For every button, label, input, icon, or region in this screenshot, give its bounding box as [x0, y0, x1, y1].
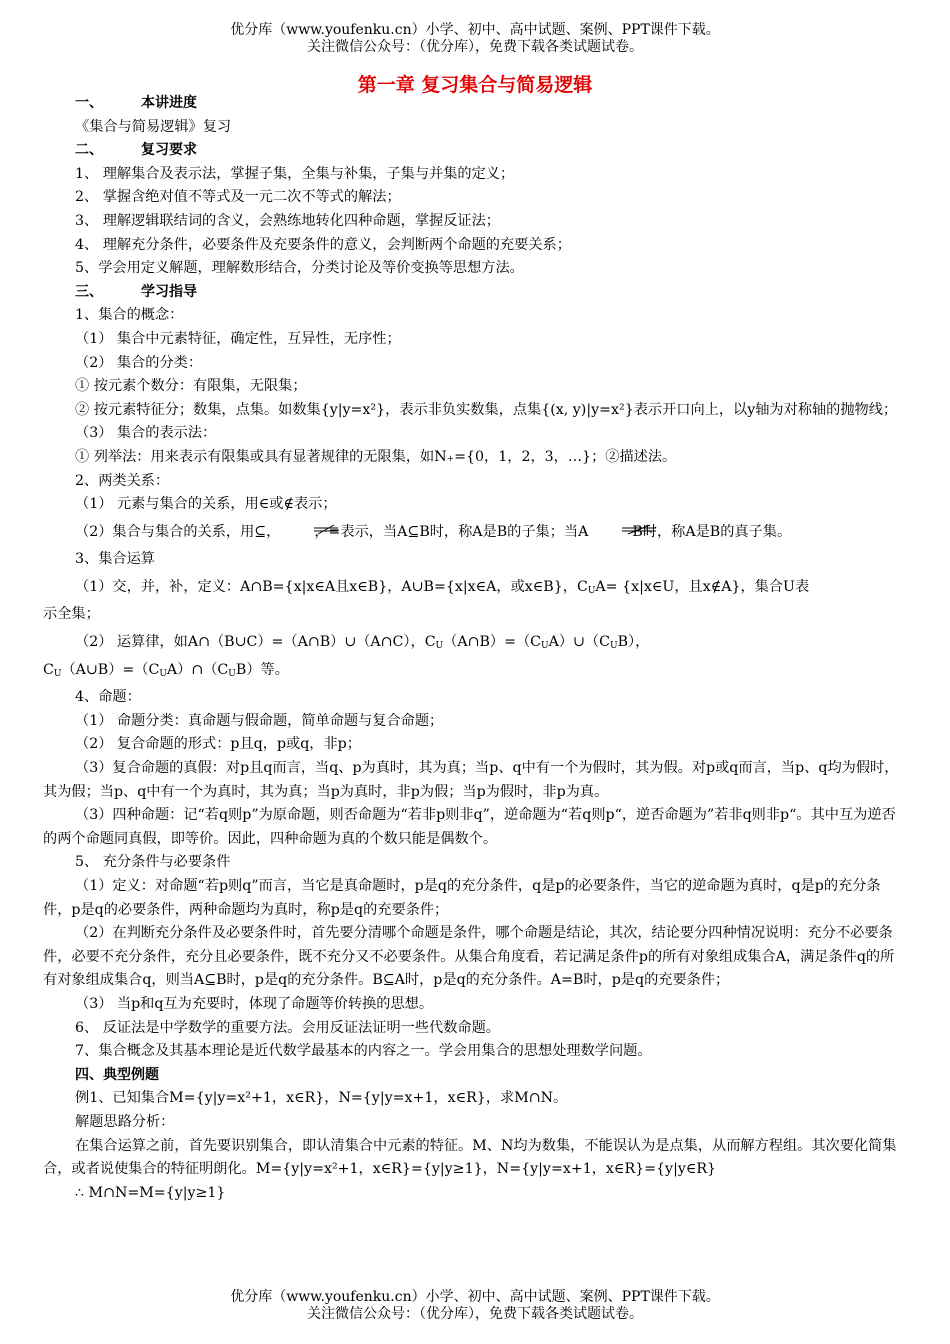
section-heading-examples: 四、典型例题 — [75, 1066, 159, 1083]
guide-paragraph: （1）交，并，补，定义：A∩B={x|x∈A且x∈B}，A∪B={x|x∈A，或x∈B}，$C_UA=$ {x|x∈U，且x∉A}，集合U表 — [75, 578, 810, 596]
page-footer — [0, 1289, 950, 1323]
example-line: 例1、已知集合M={y|y=x²+1，x∈R}，N={y|y=x+1，x∈R}，求M∩N。 — [75, 1090, 568, 1107]
guide-paragraph: （1）定义：对命题“若p则q”而言，当它是真命题时，p是q的充分条件，q是p的必要条件，当它的逆命题为真时，q是p的充分条件，p是q的必要条件，两种命题均为真时，称p是q的充要条件； — [43, 878, 881, 918]
guide-line: 3、集合运算 — [75, 551, 155, 568]
section-heading-guide: 三、 学习指导 — [75, 283, 197, 300]
guide-line: ① 列举法：用来表示有限集或具有显著规律的无限集，如N₊={0，1，2，3，…}；②描述法。 — [75, 448, 677, 465]
requirement-item: 2、 掌握含绝对值不等式及一元二次不等式的解法； — [75, 189, 401, 206]
guide-paragraph: （2）集合与集合的关系，用⊆， ，=表示，当A⊆B时，称A是B的子集；当A B时，称A是B的真子集。 — [43, 521, 907, 545]
guide-line: 7、集合概念及其基本理论是近代数学最基本的内容之一。学会用集合的思想处理数学问题。 — [75, 1043, 652, 1060]
guide-paragraph: ② 按元素特征分；数集，点集。如数集{y|y=x²}，表示非负实数集，点集{(x, y)|y=x²}表示开口向上，以y轴为对称轴的抛物线； — [75, 401, 898, 418]
guide-line: 5、 充分条件与必要条件 — [75, 854, 231, 871]
guide-line: 示全集； — [43, 606, 100, 623]
example-line: ∴ M∩N=M={y|y≥1} — [75, 1184, 226, 1201]
guide-line: （1） 元素与集合的关系，用∈或∉表示； — [75, 496, 337, 513]
example-paragraph: 在集合运算之前，首先要识别集合，即认清集合中元素的特征。M、N均为数集，不能误认为是点集，从而解方程组。其次要化简集合，或者说使集合的特征明朗化。M={y|y=x²+1，x∈R}={y|y≥1}，N={y|y=x+1，x∈R}={y|y∈R} — [43, 1137, 897, 1178]
requirement-item: 5、学会用定义解题，理解数形结合，分类讨论及等价变换等思想方法。 — [75, 260, 524, 277]
guide-line: （3） 当p和q互为充要时，体现了命题等价转换的思想。 — [75, 995, 434, 1012]
header-line-2: 关注微信公众号：（优分库），免费下载各类试题试卷。 — [307, 39, 643, 55]
guide-line: 1、集合的概念： — [75, 307, 184, 324]
guide-line: $C_U(A\cup B)=(C_UA)\cap(C_UB)$等。 — [43, 661, 289, 679]
proper-subset-symbol — [280, 521, 314, 545]
footer-line-1: 优分库（www.youfenku.cn）小学、初中、高中试题、案例、PPT课件下载。 — [230, 1289, 720, 1305]
guide-paragraph: （3）四种命题：记“若q则p”为原命题，则否命题为“若非p则非q”，逆命题为“若q则p“，逆否命题为”若非q则非p“。其中互为逆否的两个命题同真假，即等价。因此，四种命题为真的个数只能是偶数个。 — [43, 807, 896, 847]
guide-line: （1） 命题分类：真命题与假命题，简单命题与复合命题； — [75, 712, 444, 729]
document-body — [43, 92, 907, 1205]
requirement-item: 1、 理解集合及表示法，掌握子集，全集与补集，子集与并集的定义； — [75, 165, 515, 182]
section-body-progress: 《集合与简易逻辑》复习 — [75, 118, 232, 135]
chapter-title: 第一章 复习集合与简易逻辑 — [357, 74, 593, 96]
guide-line: （1） 集合中元素特征，确定性，互异性，无序性； — [75, 330, 401, 347]
page-header — [0, 22, 950, 56]
guide-line: 6、 反证法是中学数学的重要方法。会用反证法证明一些代数命题。 — [75, 1019, 500, 1036]
guide-line: （3） 集合的表示法： — [75, 425, 217, 442]
section-heading-requirements: 二、 复习要求 — [75, 142, 197, 159]
guide-line: 2、两类关系： — [75, 472, 170, 489]
guide-line: 4、命题： — [75, 689, 141, 706]
guide-paragraph: （3）复合命题的真假：对p且q而言，当q、p为真时，其为真；当p、q中有一个为假时，其为假。对p或q而言，当p、q均为假时，其为假；当p、q中有一个为真时，其为真；当p为真时，非p为假；当p为假时，非p为真。 — [43, 760, 899, 800]
footer-line-2: 关注微信公众号：（优分库），免费下载各类试题试卷。 — [307, 1306, 643, 1322]
section-heading-progress: 一、 本讲进度 — [75, 95, 197, 111]
guide-paragraph: （2）在判断充分条件及必要条件时，首先要分清哪个命题是条件，哪个命题是结论，其次，结论要分四种情况说明：充分不必要条件，必要不充分条件，充分且必要条件，既不充分又不必要条件。从集合角度看，若记满足条件p的所有对象组成集合A，满足条件q的所有对象组成集合q，则当A⊆B时，p是q的充分条件。B⊆A时，p是q的充分条件。A=B时，p是q的充要条件； — [43, 925, 895, 989]
requirement-item: 3、 理解逻辑联结词的含义，会熟练地转化四种命题，掌握反证法； — [75, 212, 500, 229]
guide-line: （2） 复合命题的形式：p且q，p或q，非p； — [75, 736, 361, 753]
guide-line: （2） 运算律，如A∩（B∪C）=（A∩B）∪（A∩C），$C_U(A\cap B)=(C_UA)\cup(C_UB)$， — [75, 634, 650, 652]
proper-subset-symbol — [588, 521, 632, 545]
guide-line: ① 按元素个数分：有限集，无限集； — [75, 378, 307, 395]
header-line-1: 优分库（www.youfenku.cn）小学、初中、高中试题、案例、PPT课件下载。 — [230, 22, 720, 38]
example-line: 解题思路分析： — [75, 1113, 175, 1130]
requirement-item: 4、 理解充分条件，必要条件及充要条件的意义，会判断两个命题的充要关系； — [75, 236, 571, 253]
guide-line: （2） 集合的分类： — [75, 354, 203, 371]
